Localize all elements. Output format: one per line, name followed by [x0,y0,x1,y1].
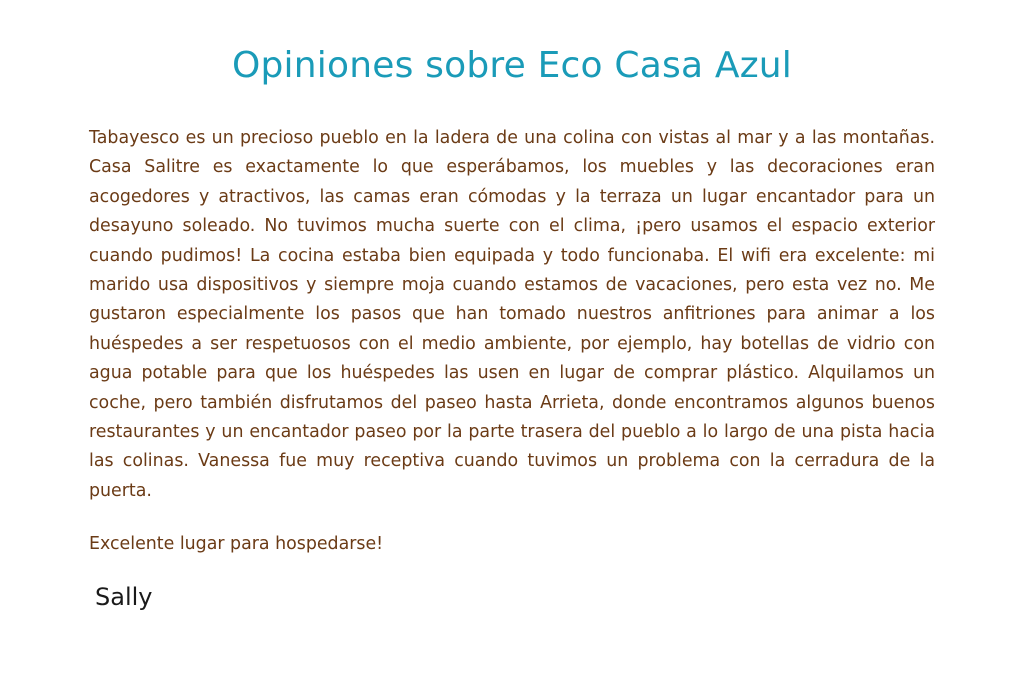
review-author: Sally [95,583,153,611]
page-title: Opiniones sobre Eco Casa Azul [231,45,793,86]
review-body: Tabayesco es un precioso pueblo en la ladera de una colina con vistas al mar y a las montañas. Casa Salitre es exactamente lo que esperábamos, los muebles y las decoraciones eran acogedores y atractivos, las camas eran cómodas y la terraza un lugar encantador para un desayuno soleado. No tuvimos mucha suerte con el clima, ¡pero usamos el espacio exterior cuando pudimos! La cocina estaba bien equipada y todo funcionaba. El wifi era excelente: mi marido usa dispositivos y siempre moja cuando estamos de vacaciones, pero esta vez no. Me gustaron especialmente los pasos que han tomado nuestros anfitriones para animar a los huéspedes a ser respetuosos con el medio ambiente, por ejemplo, hay botellas de vidrio con agua potable para que los huéspedes las usen en lugar de comprar plástico. Alquilamos un coche, pero también disfrutamos del paseo hasta Arrieta, donde encontramos algunos buenos restaurantes y un encantador paseo por la parte trasera del pueblo a lo largo de una pista hacia las colinas. Vanessa fue muy receptiva cuando tuvimos un problema con la cerradura de la puerta. [89,128,935,501]
review-closing: Excelente lugar para hospedarse! [89,534,384,554]
